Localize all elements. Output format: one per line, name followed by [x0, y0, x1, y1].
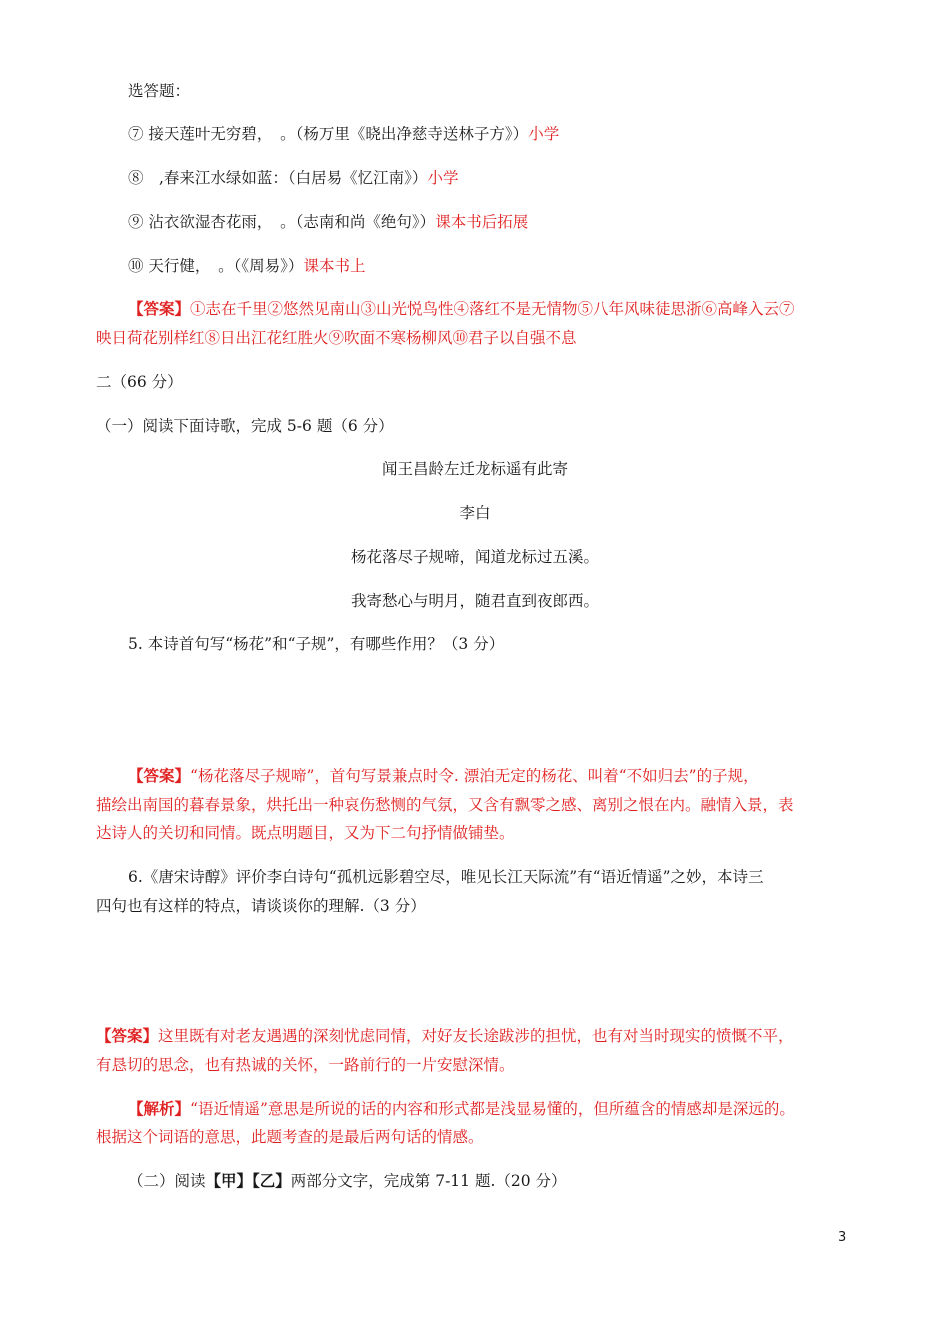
answer5-line1 — [128, 765, 759, 787]
question-6-line1: 6.《唐宋诗醇》评价李白诗句“孤机远影碧空尽，唯见长江天际流”有“语近情遥”之妙，本诗三 — [128, 868, 764, 886]
analysis6-line2: 根据这个词语的意思，此题考查的是最后两句话的情感。 — [96, 1128, 484, 1146]
answer6-line2: 有恳切的思念，也有热诚的关怀，一路前行的一片安慰深情。 — [96, 1056, 515, 1074]
sub1-heading: （一）阅读下面诗歌，完成 5-6 题（6 分） — [96, 417, 394, 435]
poem-line1: 杨花落尽子规啼，闻道龙标过五溪。 — [350, 548, 599, 566]
answer-text: ①志在千里②悠然见南山③山光悦鸟性④落红不是无情物⑤八年风味徒思浙⑥高峰入云⑦ — [190, 300, 795, 318]
list-item — [128, 211, 528, 233]
sub2-post: 两部分文字，完成第 7-11 题.（20 分） — [290, 1172, 567, 1190]
poem-author: 李白 — [459, 504, 491, 522]
question-6-line2: 四句也有这样的特点，请谈谈你的理解.（3 分） — [96, 897, 426, 915]
item-text: ⑦ 接天莲叶无穷碧， 。（杨万里《晓出净慈寺送林子方》） — [128, 125, 529, 143]
list-item — [128, 123, 559, 145]
page-number: 3 — [838, 1230, 847, 1245]
part2-heading: 二（66 分） — [96, 373, 183, 391]
answer-label: 【答案】 — [128, 766, 191, 785]
answer-text: “杨花落尽子规啼”，首句写景兼点时令. 漂泊无定的杨花、叫着“不如归去”的子规， — [190, 767, 759, 785]
analysis-text: “语近情遥”意思是所说的话的内容和形式都是浅显易懂的，但所蕴含的情感却是深远的。 — [190, 1100, 795, 1118]
sub2-mark: 【甲】【乙】 — [205, 1171, 291, 1190]
section-select-heading: 选答题： — [128, 82, 191, 100]
item-text: ⑨ 沾衣欲湿杏花雨， 。（志南和尚《绝句》） — [128, 213, 436, 231]
analysis-label: 【解析】 — [128, 1099, 191, 1118]
answer5-line2: 描绘出南国的暮春景象，烘托出一种哀伤愁恻的气氛，又含有飘零之感、离别之恨在内。融情入景，表 — [96, 796, 794, 814]
question-5: 5. 本诗首句写“杨花”和“子规”，有哪些作用？（3 分） — [128, 635, 505, 653]
answer-text: 这里既有对老友遇遇的深刻忧虑同情，对好友长途跋涉的担忧，也有对当时现实的愤慨不平， — [158, 1027, 794, 1045]
sub2-pre: （二）阅读 — [128, 1172, 206, 1190]
list-item — [128, 255, 365, 277]
answer6-line1 — [96, 1025, 794, 1047]
answer1-line2: 映日荷花别样红⑧日出江花红胜火⑨吹面不寒杨柳风⑩君子以自强不息 — [96, 329, 577, 347]
item-source: 小学 — [528, 125, 560, 143]
answer-label: 【答案】 — [96, 1026, 159, 1045]
item-source: 课本书上 — [303, 257, 366, 275]
list-item — [128, 167, 458, 189]
answer-label: 【答案】 — [128, 299, 191, 318]
answer1-line1 — [128, 298, 795, 320]
item-source: 课本书后拓展 — [435, 213, 529, 231]
poem-line2: 我寄愁心与明月，随君直到夜郎西。 — [350, 592, 599, 610]
analysis6-line1 — [128, 1098, 795, 1120]
poem-title: 闻王昌龄左迁龙标遥有此寄 — [381, 460, 568, 478]
answer5-line3: 达诗人的关切和同情。既点明题目，又为下二句抒情做铺垫。 — [96, 824, 515, 842]
sub2-heading — [128, 1170, 567, 1192]
item-text: ⑧ ,春来江水绿如蓝：（白居易《忆江南》） — [128, 169, 428, 187]
item-text: ⑩ 天行健， 。（《周易》） — [128, 257, 304, 275]
item-source: 小学 — [427, 169, 459, 187]
